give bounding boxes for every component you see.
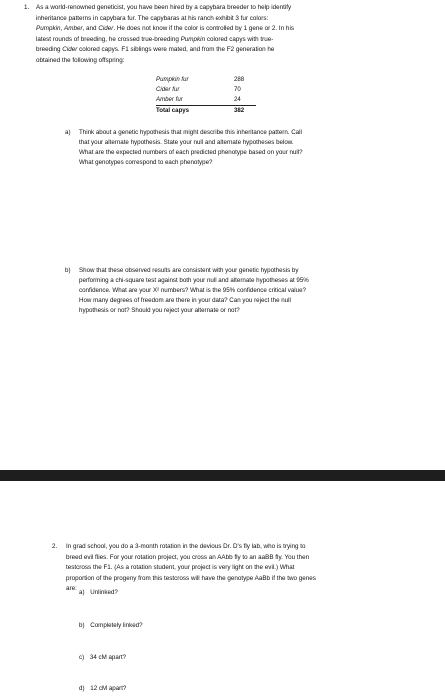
- part-label: b): [65, 267, 71, 274]
- phenotype-count: 288: [234, 76, 245, 83]
- total-count: 382: [234, 107, 245, 114]
- table-row: [156, 85, 256, 95]
- part-text-line: confidence. What are your X² numbers? What is the 95% confidence critical value?: [79, 287, 306, 294]
- total-label: Total capys: [156, 107, 190, 114]
- part-text-line: Think about a genetic hypothesis that might describe this inheritance pattern. Call: [79, 129, 302, 136]
- offspring-table: [156, 75, 256, 116]
- part-text: 34 cM apart?: [89, 654, 127, 661]
- question-1-number: 1.: [24, 4, 30, 11]
- question-2b: [79, 621, 143, 631]
- page-break-bar: [0, 470, 445, 481]
- part-text: 12 cM apart?: [90, 685, 127, 692]
- table-row: [156, 75, 256, 85]
- stem-line: are:: [66, 585, 77, 592]
- table-total-row: [156, 106, 256, 116]
- stem-line: proportion of the progeny from this testcross will have the genotype AaBb if the two genes: [66, 574, 316, 582]
- stem-line: As a world-renowned geneticist, you have been hired by a capybara breeder to help identify: [36, 4, 292, 11]
- part-label: b): [79, 622, 85, 629]
- phenotype-label: Cider fur: [156, 86, 180, 93]
- part-text-line: hypothesis or not? Should you reject your alternate or not?: [79, 307, 240, 314]
- question-1: [24, 3, 426, 66]
- stem-line: inheritance patterns in capybara fur. The capybaras at his ranch exhibit 3 fur colors:: [36, 14, 269, 22]
- part-label: c): [79, 654, 85, 661]
- question-1a: [65, 128, 429, 168]
- part-text-line: Show that these observed results are consistent with your genetic hypothesis by: [79, 267, 299, 274]
- phenotype-label: Pumpkin fur: [156, 76, 189, 83]
- phenotype-count: 70: [234, 86, 241, 93]
- part-text: Completely linked?: [90, 622, 143, 629]
- question-2d: [79, 684, 126, 694]
- part-text-line: that your alternate hypothesis. State your null and alternate hypotheses below.: [79, 139, 294, 146]
- stem-line: Pumpkin, Amber, and Cider. He does not know if the color is controlled by 1 gene or 2. In his: [36, 25, 294, 32]
- stem-line: breed evil flies. For your rotation project, you cross an AAbb fly to an aaBB fly. You then: [66, 553, 310, 561]
- question-2-number: 2.: [52, 543, 58, 550]
- question-2a: [79, 588, 118, 598]
- part-text-line: How many degrees of freedom are there in your data? Can you reject the null: [79, 297, 291, 304]
- phenotype-count: 24: [234, 96, 241, 103]
- question-1-stem: [36, 3, 426, 66]
- part-text: Unlinked?: [90, 589, 118, 596]
- stem-line: breeding Cider colored capys. F1 siblings were mated, and from the F2 generation he: [36, 46, 275, 53]
- table-row: [156, 95, 256, 106]
- part-label: d): [79, 685, 85, 692]
- part-label: a): [79, 589, 85, 596]
- stem-line: obtained the following offspring:: [36, 56, 125, 64]
- stem-line: latest rounds of breeding, he crossed true-breeding Pumpkin colored capys with true-: [36, 35, 274, 43]
- part-text-line: What genotypes correspond to each phenotype?: [79, 159, 213, 166]
- part-text-line: What are the expected numbers of each predicted phenotype based on your null?: [79, 149, 303, 156]
- stem-line: In grad school, you do a 3-month rotation in the devious Dr. D's fly lab, who is trying to: [66, 543, 306, 550]
- part-text-line: performing a chi-square test against both your null and alternate hypotheses at 95%: [79, 277, 309, 284]
- question-2c: [79, 653, 126, 663]
- stem-line: testcross the F1. (As a rotation student, your project is very light on the evil.) What: [66, 564, 295, 571]
- question-1b: [65, 266, 429, 316]
- phenotype-label: Amber fur: [156, 96, 183, 103]
- part-label: a): [65, 129, 71, 136]
- question-2: [52, 542, 426, 595]
